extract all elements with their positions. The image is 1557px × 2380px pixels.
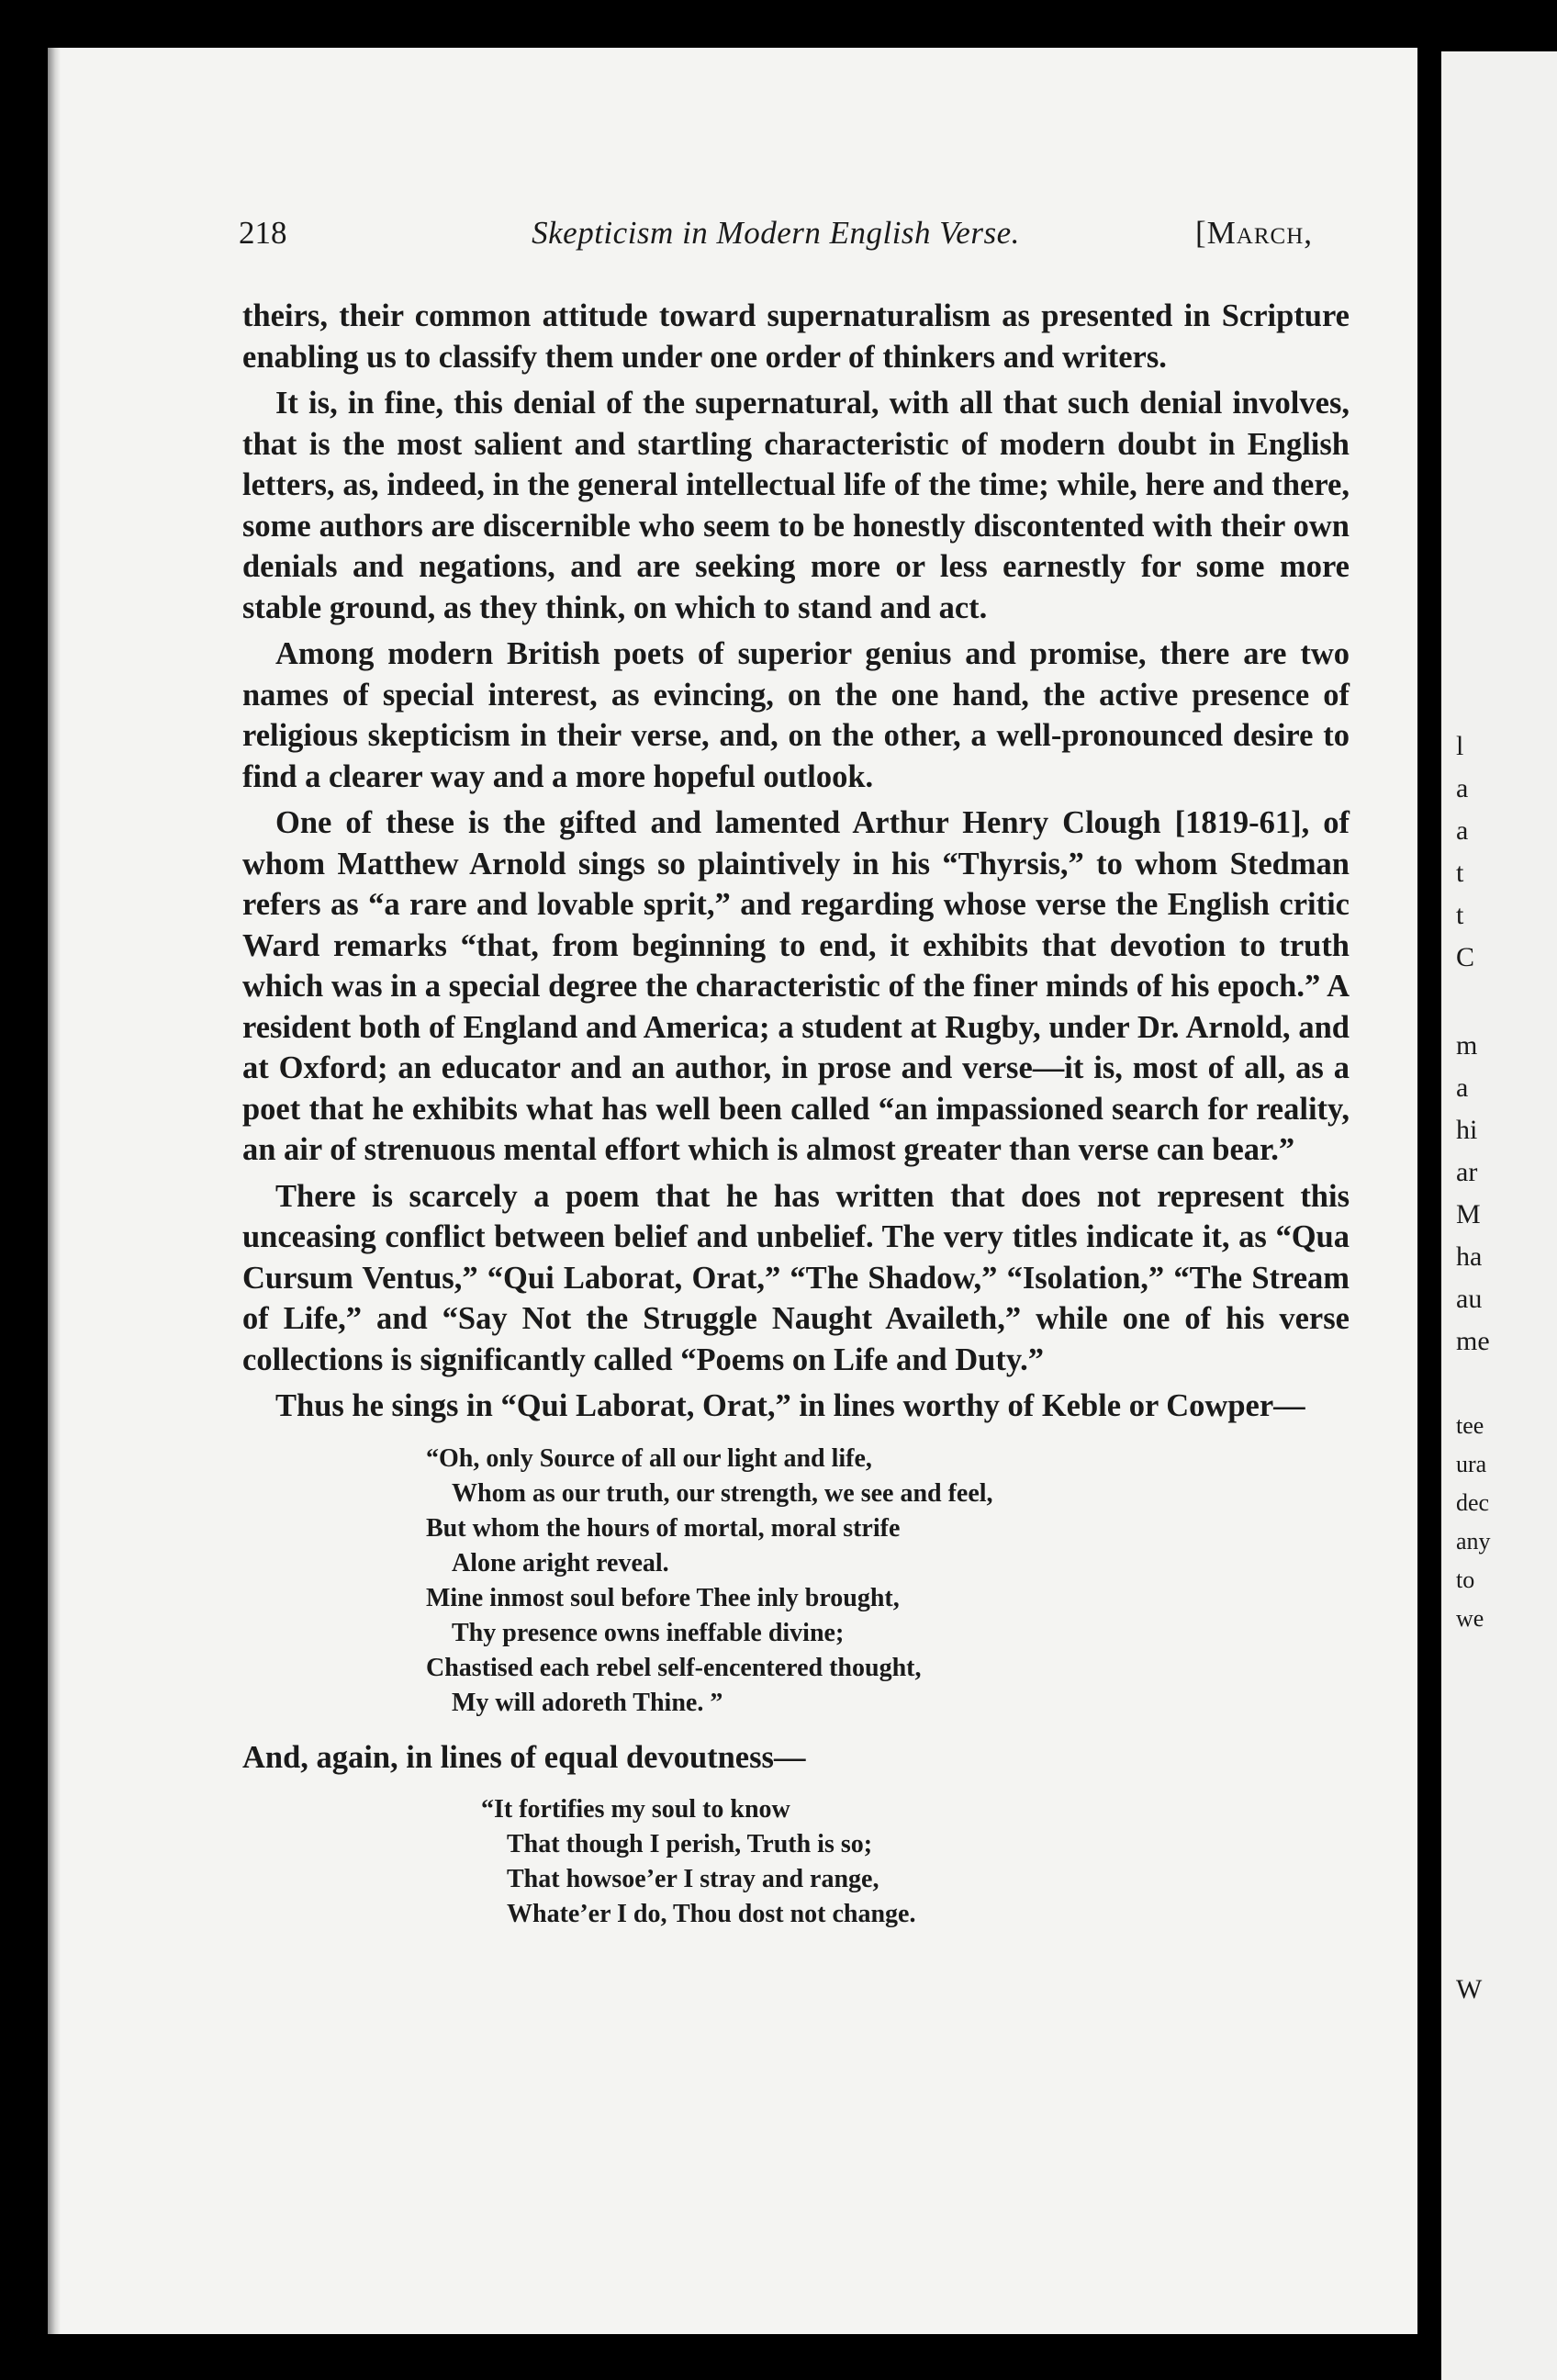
next-page-fragment: ha xyxy=(1456,1241,1483,1272)
paragraph: Among modern British poets of superior genius and promise, there are two names of special interest, as evincing, on the one hand, the active presence of religious skepticism in their verse, and, on the other, a well-pronounced desire to find a clearer way and a more hopeful outlook. xyxy=(242,636,1350,794)
next-page-fragment: any xyxy=(1456,1528,1491,1555)
next-page-fragment: M xyxy=(1456,1199,1481,1229)
next-page-fragment: we xyxy=(1456,1605,1484,1632)
poem-line: That howsoe’er I stray and range, xyxy=(507,1865,879,1893)
paragraph: One of these is the gifted and lamented Arthur Henry Clough [1819-61], of whom Matthew Arnold sings so plaintively in his “Thyrsis,” to whom Stedman refers as “a rare and lovable sprit,” and regarding whose verse the English critic Ward remarks “that, from beginning to end, it exhibits that devotion to truth which was in a special degree the characteristic of the finer minds of his epoch.” A resident both of England and America; a student at Rugby, under Dr. Arnold, and at Oxford; an educator and an author, in prose and verse—it is, most of all, as a poet that he exhibits what has well been called “an impassioned search for reality, an air of strenuous mental effort which is almost greater than verse can bear.” xyxy=(242,805,1350,1167)
page-binding-edge xyxy=(48,48,61,2334)
poem-line: Alone aright reveal. xyxy=(452,1548,669,1577)
next-page-fragment: ar xyxy=(1456,1157,1478,1187)
next-page-fragment: to xyxy=(1456,1566,1475,1593)
poem-line: Chastised each rebel self-encentered thought, xyxy=(426,1653,922,1682)
section-label: [March, xyxy=(1195,215,1313,251)
poem-line: Whate’er I do, Thou dost not change. xyxy=(507,1900,916,1928)
next-page-fragment: t xyxy=(1456,900,1464,930)
poem-line: But whom the hours of mortal, moral strife xyxy=(426,1513,901,1543)
running-title: Skepticism in Modern English Verse. xyxy=(532,215,1020,251)
poem-line: “Oh, only Source of all our light and life, xyxy=(426,1443,872,1473)
next-page-fragment: dec xyxy=(1456,1489,1490,1516)
paragraph: theirs, their common attitude toward supernaturalism as presented in Scripture enabling us to classify them under one order of thinkers and writers. xyxy=(242,298,1350,375)
next-page-fragment: tee xyxy=(1456,1412,1484,1439)
adjacent-page xyxy=(1441,51,1557,2380)
next-page-fragment: hi xyxy=(1456,1115,1478,1145)
next-page-fragment: me xyxy=(1456,1326,1490,1356)
poem-line: Mine inmost soul before Thee inly brought, xyxy=(426,1583,900,1612)
paragraph: There is scarcely a poem that he has written that does not represent this unceasing conflict between belief and unbelief. The very titles indicate it, as “Qua Cursum Ventus,” “Qui Laborat, Orat,” “The Shadow,” “Isolation,” “The Stream of Life,” and “Say Not the Struggle Naught Availeth,” while one of his verse collections is significantly called “Poems on Life and Duty.” xyxy=(242,1178,1350,1377)
next-page-fragment: au xyxy=(1456,1284,1483,1314)
next-page-fragment: a xyxy=(1456,773,1469,803)
page-number: 218 xyxy=(239,215,287,251)
poem-line: My will adoreth Thine. ” xyxy=(452,1688,723,1717)
poem-quotation xyxy=(481,1792,1350,1932)
poem-line: Whom as our truth, our strength, we see and feel, xyxy=(452,1478,993,1508)
poem-line: “It fortifies my soul to know xyxy=(481,1795,790,1824)
poem-quotation xyxy=(426,1442,1350,1721)
next-page-fragment: ura xyxy=(1456,1451,1487,1477)
next-page-fragment: l xyxy=(1456,731,1464,761)
next-page-fragment: W xyxy=(1456,1974,1483,2004)
next-page-fragment: t xyxy=(1456,858,1464,888)
next-page-fragment: a xyxy=(1456,1072,1469,1103)
poem-line: Thy presence owns ineffable divine; xyxy=(452,1618,845,1647)
running-header xyxy=(239,215,1313,255)
next-page-fragment: m xyxy=(1456,1030,1478,1061)
next-page-fragment: C xyxy=(1456,942,1475,972)
page-body xyxy=(242,296,1350,1948)
next-page-fragment: a xyxy=(1456,815,1469,846)
book-page xyxy=(48,48,1417,2334)
transition-line: And, again, in lines of equal devoutness— xyxy=(242,1739,806,1775)
paragraph: It is, in fine, this denial of the supernatural, with all that such denial involves, that is the most salient and startling characteristic of modern doubt in English letters, as, indeed, in the general intellectual life of the time; while, here and there, some authors are discernible who seem to be honestly discontented with their own denials and negations, and are seeking more or less earnestly for some more stable ground, as they think, on which to stand and act. xyxy=(242,386,1350,625)
paragraph: Thus he sings in “Qui Laborat, Orat,” in lines worthy of Keble or Cowper— xyxy=(275,1388,1305,1423)
poem-line: That though I perish, Truth is so; xyxy=(507,1830,873,1858)
